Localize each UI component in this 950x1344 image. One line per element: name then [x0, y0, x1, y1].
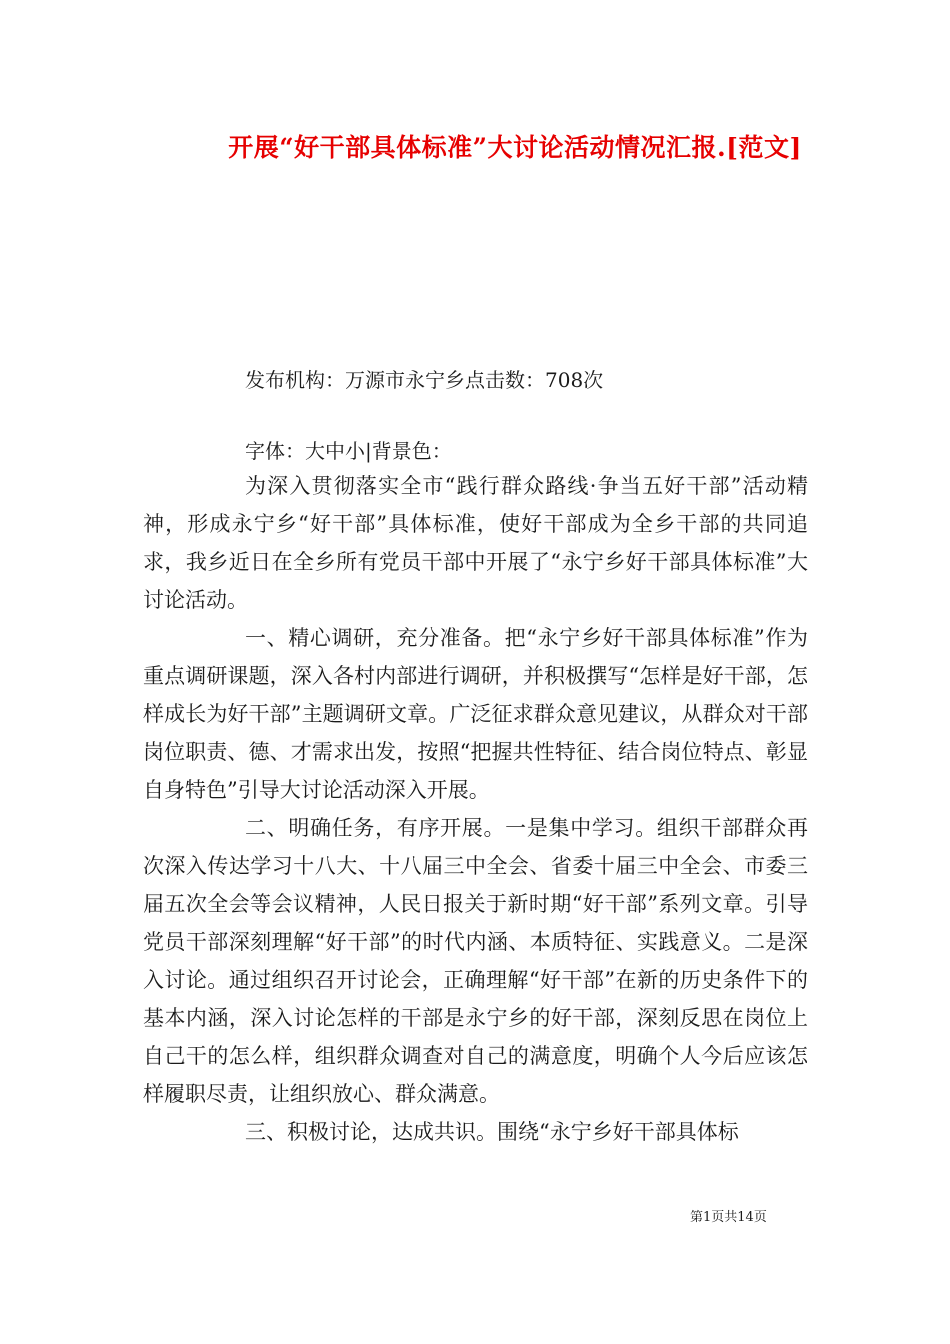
- page-title: 开展“好干部具体标准”大讨论活动情况汇报.[范文]: [228, 133, 802, 162]
- font-options: 字体：大中小|背景色：: [245, 439, 452, 463]
- paragraph-section-1: 一、精心调研，充分准备。把“永宁乡好干部具体标准”作为重点调研课题，深入各村内部进行调研，并积极撰写“怎样是好干部，怎样成长为好干部”主题调研文章。广泛征求群众意见建议，从群众对干部岗位职责、德、才需求出发，按照“把握共性特征、结合岗位特点、彰显自身特色”引导大讨论活动深入开展。: [143, 626, 808, 802]
- article-body: [143, 467, 808, 1151]
- page-number: 第1页共14页: [690, 1210, 767, 1225]
- publish-info: 发布机构：万源市永宁乡点击数：708次: [245, 368, 604, 392]
- paragraph-section-3: 三、积极讨论，达成共识。围绕“永宁乡好干部具体标: [245, 1120, 739, 1144]
- paragraph-section-2: 二、明确任务，有序开展。一是集中学习。组织干部群众再次深入传达学习十八大、十八届三中全会、省委十届三中全会、市委三届五次全会等会议精神，人民日报关于新时期“好干部”系列文章。引导党员干部深刻理解“好干部”的时代内涵、本质特征、实践意义。二是深入讨论。通过组织召开讨论会，正确理解“好干部”在新的历史条件下的基本内涵，深入讨论怎样的干部是永宁乡的好干部，深刻反思在岗位上自己干的怎么样，组织群众调查对自己的满意度，明确个人今后应该怎样履职尽责，让组织放心、群众满意。: [143, 816, 808, 1106]
- paragraph-intro: 为深入贯彻落实全市“践行群众路线·争当五好干部”活动精神，形成永宁乡“好干部”具体标准，使好干部成为全乡干部的共同追求，我乡近日在全乡所有党员干部中开展了“永宁乡好干部具体标准”大讨论活动。: [143, 474, 808, 612]
